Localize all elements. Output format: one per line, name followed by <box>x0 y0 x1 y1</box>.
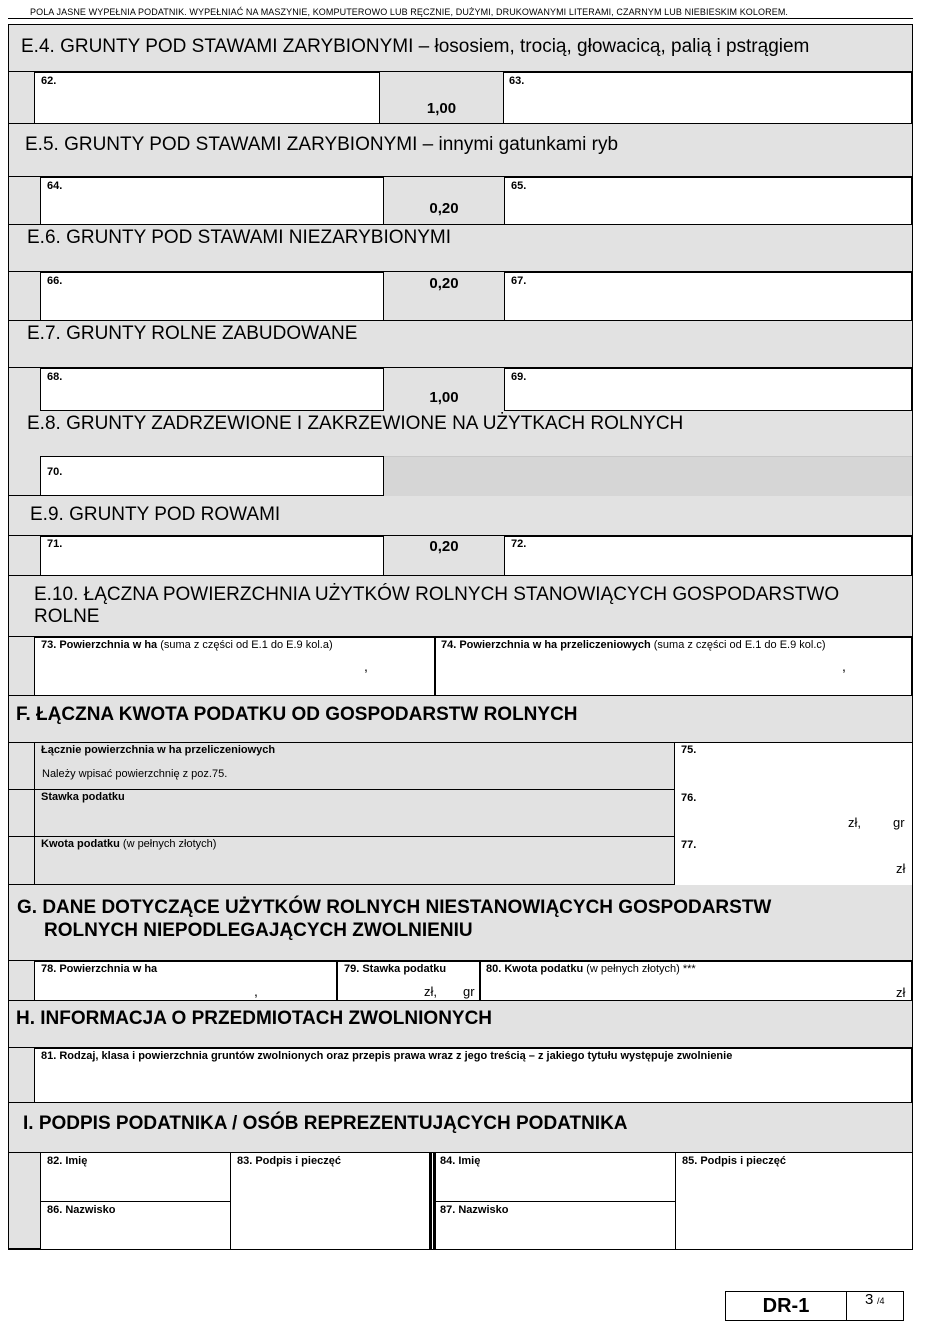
e8-filler <box>384 456 912 496</box>
f-row-3-note: (w pełnych złotych) <box>122 838 217 850</box>
field-67-label: 67. <box>511 275 527 287</box>
section-e10-title-line2: ROLNE <box>34 606 100 627</box>
field-67[interactable] <box>504 272 912 321</box>
e7-row <box>9 368 912 411</box>
section-g-header <box>9 885 912 961</box>
field-68[interactable] <box>40 368 384 411</box>
field-87-label: 87. Nazwisko <box>440 1204 509 1216</box>
e10-row <box>9 637 912 696</box>
f-row-3-title: Kwota podatku <box>41 838 120 850</box>
f-row-1-desc <box>34 743 675 790</box>
e4-rate: 1,00 <box>426 100 457 117</box>
section-e8-header <box>9 411 912 456</box>
field-83[interactable] <box>230 1153 429 1249</box>
e4-row <box>9 72 912 124</box>
field-76-gr: gr <box>893 815 905 830</box>
section-e4-header <box>9 25 912 72</box>
field-72[interactable] <box>504 536 912 576</box>
e6-row <box>9 272 912 321</box>
g-row <box>9 961 912 1001</box>
field-64-label: 64. <box>47 180 63 192</box>
section-e6-header <box>9 225 912 272</box>
field-79-label: 79. Stawka podatku <box>344 963 447 975</box>
field-85[interactable] <box>675 1153 912 1249</box>
e5-row <box>9 177 912 225</box>
field-80[interactable] <box>480 961 912 1001</box>
field-64[interactable] <box>40 177 384 225</box>
header-note: POLA JASNE WYPEŁNIA PODATNIK. WYPEŁNIAĆ NA MASZYNIE, KOMPUTEROWO LUB RĘCZNIE, DUŻYMI, DRUKOWANYMI LITERAMI, CZARNYM LUB NIEBIESKIM KOLOREM. <box>30 7 789 17</box>
e6-rate: 0,20 <box>429 275 459 292</box>
section-e6-title: E.6. GRUNTY POD STAWAMI NIEZARYBIONYMI <box>27 227 452 248</box>
field-87[interactable] <box>436 1202 675 1249</box>
field-78[interactable] <box>34 961 337 1001</box>
f-row-3-label <box>41 838 216 850</box>
field-74-title: 74. Powierzchnia w ha przeliczeniowych <box>441 639 651 651</box>
field-86[interactable] <box>40 1202 230 1249</box>
field-80-note: (w pełnych złotych) *** <box>586 963 696 975</box>
field-76[interactable] <box>675 790 912 837</box>
e9-rate: 0,20 <box>429 538 459 555</box>
field-72-label: 72. <box>511 538 527 550</box>
section-g-title-line2: ROLNYCH NIEPODLEGAJĄCYCH ZWOLNIENIU <box>44 920 473 941</box>
section-e9-title: E.9. GRUNTY POD ROWAMI <box>30 504 281 525</box>
field-69[interactable] <box>504 368 912 411</box>
field-79-gr: gr <box>463 984 475 999</box>
section-e8-title: E.8. GRUNTY ZADRZEWIONE I ZAKRZEWIONE NA UŻYTKACH ROLNYCH <box>27 413 684 434</box>
e9-row <box>9 536 912 576</box>
field-63-label: 63. <box>509 75 525 87</box>
f-row-2 <box>9 790 912 837</box>
field-68-label: 68. <box>47 371 63 383</box>
field-80-title: 80. Kwota podatku <box>486 963 584 975</box>
page-number-box <box>846 1291 904 1321</box>
section-e9-header <box>9 496 912 536</box>
field-77[interactable] <box>675 837 912 885</box>
field-82[interactable] <box>40 1153 230 1202</box>
field-62[interactable] <box>34 72 380 124</box>
field-76-zl: zł, <box>848 815 861 830</box>
field-73[interactable] <box>34 637 435 696</box>
field-73-note: (suma z części od E.1 do E.9 kol.a) <box>160 639 333 651</box>
field-80-label <box>486 963 696 975</box>
section-h-header <box>9 1001 912 1048</box>
i-row <box>9 1153 912 1249</box>
field-65-label: 65. <box>511 180 527 192</box>
field-66-label: 66. <box>47 275 63 287</box>
field-84-label: 84. Imię <box>440 1155 481 1167</box>
field-75[interactable] <box>675 743 912 790</box>
section-e7-title: E.7. GRUNTY ROLNE ZABUDOWANE <box>27 323 358 344</box>
field-71[interactable] <box>40 536 384 576</box>
e8-row <box>9 456 912 496</box>
section-f-header <box>9 696 912 743</box>
f-row-2-label: Stawka podatku <box>41 791 125 803</box>
field-85-label: 85. Podpis i pieczęć <box>682 1155 786 1167</box>
section-e10-header <box>9 576 912 637</box>
field-74[interactable] <box>435 637 912 696</box>
section-h-title: H. INFORMACJA O PRZEDMIOTACH ZWOLNIONYCH <box>16 1008 493 1029</box>
form-code-box <box>725 1291 904 1321</box>
field-76-label: 76. <box>681 792 697 804</box>
field-79[interactable] <box>337 961 480 1001</box>
field-77-label: 77. <box>681 839 697 851</box>
signature-divider <box>429 1153 436 1249</box>
field-81-label: 81. Rodzaj, klasa i powierzchnia gruntów zwolnionych oraz przepis prawa wraz z jego treścią – z jakiego tytułu występuje zwolnienie <box>41 1050 733 1062</box>
field-82-label: 82. Imię <box>47 1155 88 1167</box>
f-row-2-desc <box>34 790 675 837</box>
section-i-header <box>9 1103 912 1153</box>
e7-rate: 1,00 <box>429 389 459 406</box>
field-74-note: (suma z części od E.1 do E.9 kol.c) <box>653 639 826 651</box>
f-row-3 <box>9 837 912 885</box>
field-74-comma: , <box>842 658 846 674</box>
field-84[interactable] <box>436 1153 675 1202</box>
section-e10-title-line1: E.10. ŁĄCZNA POWIERZCHNIA UŻYTKÓW ROLNYCH STANOWIĄCYCH GOSPODARSTWO <box>34 584 840 605</box>
field-83-label: 83. Podpis i pieczęć <box>237 1155 341 1167</box>
f-row-3-desc <box>34 837 675 885</box>
e5-rate: 0,20 <box>429 200 459 217</box>
field-70[interactable] <box>40 456 384 496</box>
field-63[interactable] <box>503 72 912 124</box>
field-70-label: 70. <box>47 466 63 478</box>
section-i-title: I. PODPIS PODATNIKA / OSÓB REPREZENTUJĄCYCH PODATNIKA <box>23 1113 628 1134</box>
field-73-title: 73. Powierzchnia w ha <box>41 639 158 651</box>
field-75-label: 75. <box>681 744 697 756</box>
f-row-1-note: Należy wpisać powierzchnię z poz.75. <box>42 768 228 780</box>
field-78-label: 78. Powierzchnia w ha <box>41 963 158 975</box>
field-66[interactable] <box>40 272 384 321</box>
field-73-comma: , <box>364 658 368 674</box>
field-81[interactable] <box>34 1048 912 1103</box>
page-number: 3 <box>865 1291 874 1308</box>
field-74-label <box>441 639 826 651</box>
field-80-zl: zł <box>896 985 906 1000</box>
section-g-title-line1: G. DANE DOTYCZĄCE UŻYTKÓW ROLNYCH NIESTANOWIĄCYCH GOSPODARSTW <box>17 897 772 918</box>
field-62-label: 62. <box>41 75 57 87</box>
top-divider <box>8 18 913 19</box>
field-79-zl: zł, <box>424 984 437 999</box>
h-row <box>9 1048 912 1103</box>
field-71-label: 71. <box>47 538 63 550</box>
page-total: /4 <box>877 1296 885 1306</box>
field-78-comma: , <box>254 983 258 999</box>
section-e5-header <box>9 124 912 177</box>
section-f-title: F. ŁĄCZNA KWOTA PODATKU OD GOSPODARSTW ROLNYCH <box>16 704 578 725</box>
section-e7-header <box>9 321 912 368</box>
field-86-label: 86. Nazwisko <box>47 1204 116 1216</box>
section-e5-title: E.5. GRUNTY POD STAWAMI ZARYBIONYMI – innymi gatunkami ryb <box>25 134 619 155</box>
form-code: DR-1 <box>762 1295 810 1317</box>
f-row-1-label: Łącznie powierzchnia w ha przeliczeniowych <box>41 744 276 756</box>
f-row-1 <box>9 743 912 790</box>
section-e4-title: E.4. GRUNTY POD STAWAMI ZARYBIONYMI – łososiem, trocią, głowacicą, palią i pstrągiem <box>21 36 810 57</box>
field-65[interactable] <box>504 177 912 225</box>
field-77-zl: zł <box>896 861 906 876</box>
field-73-label <box>41 639 333 651</box>
field-69-label: 69. <box>511 371 527 383</box>
